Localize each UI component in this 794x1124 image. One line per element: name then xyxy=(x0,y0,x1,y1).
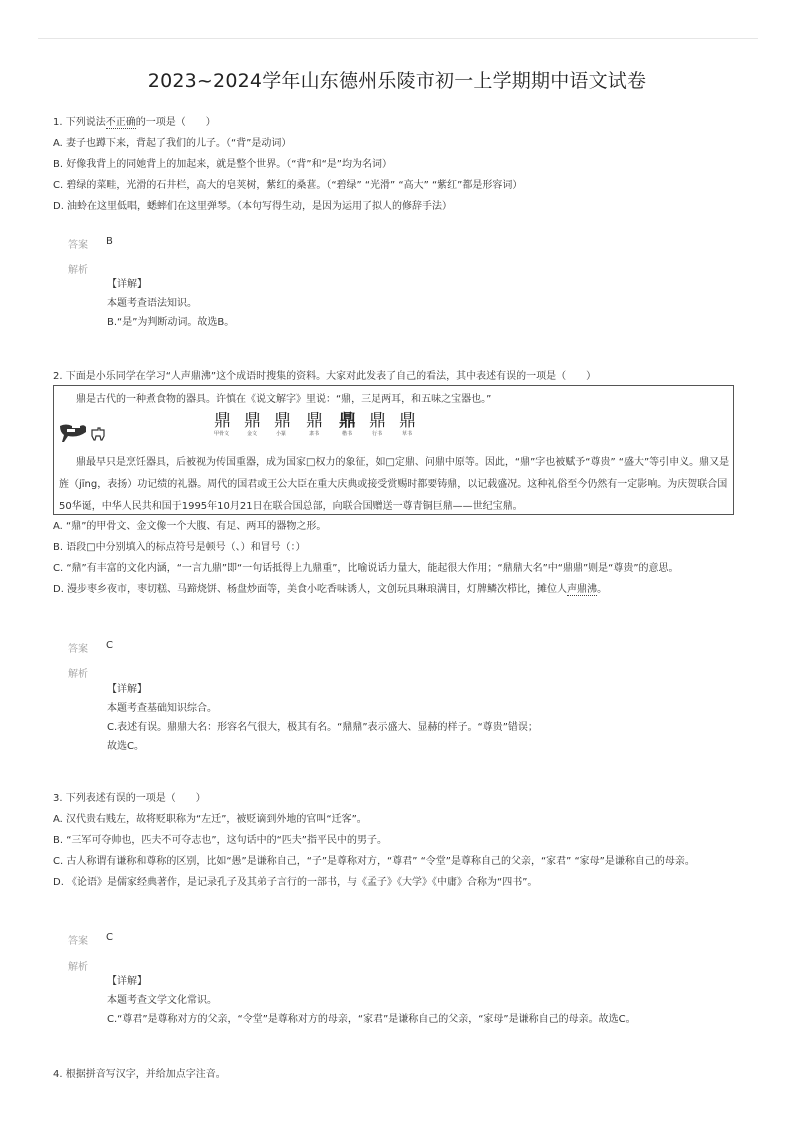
glyph-caption: 楷书 xyxy=(342,431,353,437)
detail-heading: 【详解】 xyxy=(107,976,147,987)
question-2-analysis-label: 解析 xyxy=(68,669,88,680)
glyph-caption: 行书 xyxy=(372,431,383,437)
question-3 xyxy=(53,788,743,893)
question-3-stem: 3. 下列表述有误的一项是（ ） xyxy=(53,793,206,804)
question-3-detail xyxy=(107,972,727,1029)
answer-label: 答案 xyxy=(68,240,88,251)
question-2-detail xyxy=(107,680,727,756)
question-2-answer: C xyxy=(106,640,113,651)
glyph-caption: 甲骨文 xyxy=(214,431,230,437)
question-1-analysis-label: 解析 xyxy=(68,265,88,276)
glyph-caption: 小篆 xyxy=(276,431,287,437)
question-1 xyxy=(53,112,743,217)
glyph-caption: 金文 xyxy=(247,431,258,437)
detail-heading: 【详解】 xyxy=(107,279,147,290)
question-3-answer: C xyxy=(106,932,113,943)
material-paragraph-1: 鼎是古代的一种煮食物的器具。许慎在《说文解字》里说：“鼎，三足两耳，和五味之宝器也。” xyxy=(76,394,492,405)
question-2-option-d: D. 漫步枣乡夜市，枣切糕、马蹄烧饼、杨盘炒面等，美食小吃香味诱人，文创玩具琳琅满目，灯牌鳞次栉比，摊位人声鼎沸。 xyxy=(53,584,608,595)
detail-line: C.表述有误。鼎鼎大名：形容名气很大，极其有名。“鼎鼎”表示盛大、显赫的样子。“尊贵”错误； xyxy=(107,722,538,733)
detail-heading: 【详解】 xyxy=(107,684,147,695)
exam-title: 2023~2024学年山东德州乐陵市初一上学期期中语文试卷 xyxy=(147,70,647,92)
question-3-option-c: C. 古人称谓有谦称和尊称的区别，比如“愚”是谦称自己，“子”是尊称对方，“尊君” “令堂”是尊称自己的父亲，“家君” “家母”是谦称自己的母亲。 xyxy=(53,856,695,867)
question-2-stem-text: 2. 下面是小乐同学在学习“人声鼎沸”这个成语时搜集的资料。大家对此发表了自己的看法，其中表述有误的一项是（ ） xyxy=(53,371,597,382)
ding-glyph: 鼎 xyxy=(339,411,356,431)
question-3-option-a: A. 汉代贵右贱左，故将贬职称为“左迁”，被贬谪到外地的官叫“迁客”。 xyxy=(53,814,367,825)
question-2-stem xyxy=(53,366,743,387)
question-1-answer: B xyxy=(106,236,113,247)
detail-line: 本题考查文学文化常识。 xyxy=(107,995,217,1006)
detail-line: 故选C。 xyxy=(107,741,144,752)
question-1-detail xyxy=(107,275,727,332)
question-1-option-a: A. 妻子也蹲下来，背起了我们的儿子。（“背”是动词） xyxy=(53,138,292,149)
material-box xyxy=(53,385,734,515)
question-3-option-d: D. 《论语》是儒家经典著作，是记录孔子及其弟子言行的一部书，与《孟子》《大学》《中庸》合称为“四书”。 xyxy=(53,877,538,888)
question-1-option-d: D. 油蛉在这里低唱，蟋蟀们在这里弹琴。（本句写得生动，是因为运用了拟人的修辞手法） xyxy=(53,201,453,212)
answer-label: 答案 xyxy=(68,644,88,655)
ding-glyph: 鼎 xyxy=(369,411,386,431)
ding-glyph: 鼎 xyxy=(214,411,231,431)
detail-line: 本题考查基础知识综合。 xyxy=(107,703,217,714)
question-1-stem: 1. 下列说法不正确的一项是（ ） xyxy=(53,117,216,128)
question-2-option-b: B. 语段□中分别填入的标点符号是顿号（、）和冒号（：） xyxy=(53,542,306,553)
ding-glyph: 鼎 xyxy=(399,411,416,431)
question-4-stem: 4. 根据拼音写汉字，并给加点字注音。 xyxy=(53,1069,226,1080)
glyph-caption: 草书 xyxy=(402,431,413,437)
question-3-analysis-label: 解析 xyxy=(68,962,88,973)
question-4 xyxy=(53,1064,743,1085)
ding-glyph: 鼎 xyxy=(244,411,261,431)
question-2 xyxy=(53,516,743,600)
question-2-answer-row xyxy=(68,640,113,655)
detail-line: B.“是”为判断动词。故选B。 xyxy=(107,317,235,328)
question-2-option-c: C. “鼎”有丰富的文化内涵，“一言九鼎”即“一句话抵得上九鼎重”，比喻说话力量大，能起很大作用；“鼎鼎大名”中“鼎鼎”则是“尊贵”的意思。 xyxy=(53,563,679,574)
answer-label: 答案 xyxy=(68,936,88,947)
bronze-ding-vessel-icon xyxy=(58,422,114,444)
question-3-option-b: B. “三军可夺帅也，匹夫不可夺志也”，这句话中的“匹夫”指平民中的男子。 xyxy=(53,835,387,846)
glyph-caption: 隶书 xyxy=(309,431,320,437)
ding-glyph: 鼎 xyxy=(306,411,323,431)
question-1-option-b: B. 好像我背上的同她背上的加起来，就是整个世界。（“背”和“是”均为名词） xyxy=(53,159,392,170)
ding-glyph: 鼎 xyxy=(274,411,291,431)
detail-line: C.“尊君”是尊称对方的父亲，“令堂”是尊称对方的母亲，“家君”是谦称自己的父亲，“家母”是谦称自己的母亲。故选C。 xyxy=(107,1014,636,1025)
question-1-answer-row xyxy=(68,236,113,251)
detail-line: 本题考查语法知识。 xyxy=(107,298,197,309)
top-divider xyxy=(38,38,758,39)
ding-glyph-strip xyxy=(154,406,434,442)
question-2-option-a: A. “鼎”的甲骨文、金文像一个大腹、有足、两耳的器物之形。 xyxy=(53,521,327,532)
material-paragraph-2: 鼎最早只是烹饪器具，后被视为传国重器，成为国家□权力的象征，如□定鼎、问鼎中原等。因此，“鼎”字也被赋予“尊贵” “盛大”等引申义。鼎又是旌（jīng，表扬）功记绩的礼器。周代的国君或王公大臣在重大庆典或接受赏赐时都要铸鼎，以记载盛况。这种礼俗至今仍然有一定影响。为庆贺联合国50华诞，中华人民共和国于1995年10月21日在联合国总部，向联合国赠送一尊青铜巨鼎——世纪宝鼎。 xyxy=(59,457,730,512)
question-3-answer-row xyxy=(68,932,113,947)
question-1-option-c: C. 碧绿的菜畦，光滑的石井栏，高大的皂荚树，紫红的桑葚。（“碧绿” “光滑” “高大” “紫红”都是形容词） xyxy=(53,180,523,191)
